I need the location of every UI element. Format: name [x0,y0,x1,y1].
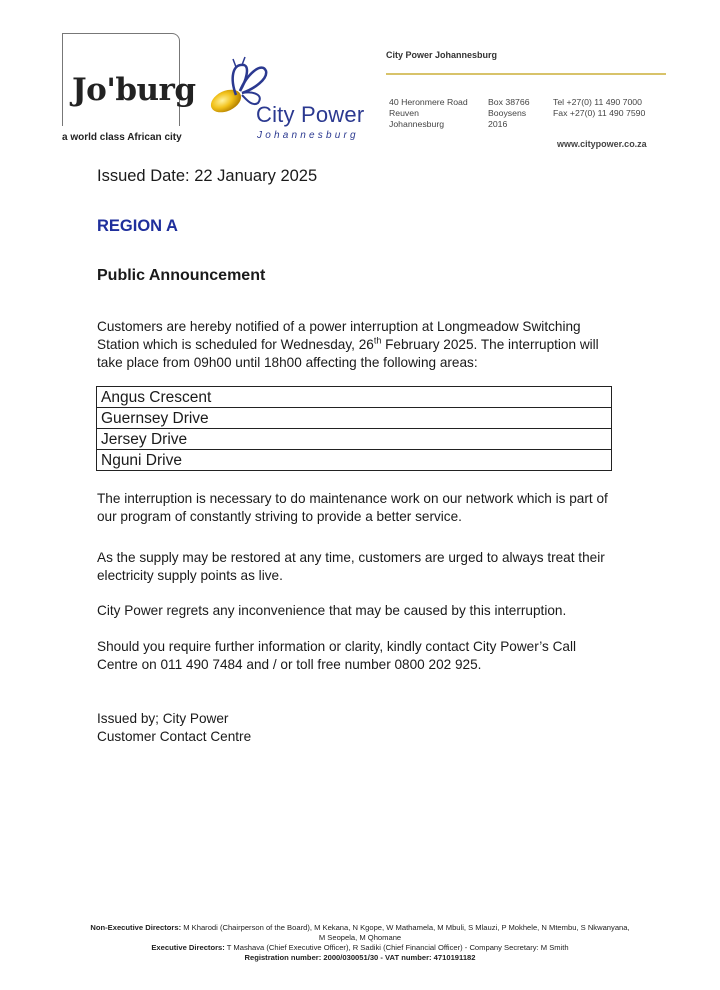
footer-non-exec-directors: Non-Executive Directors: M Kharodi (Chairperson of the Board), M Kekana, N Kgope, W Mathamela, M Mbuli, S Mlauzi, P Mokhele, N Mtembu, S Nkwanyana, [90,923,630,932]
company-name: City Power Johannesburg [386,50,498,60]
contact-paragraph: Should you require further information or clarity, kindly contact City Power’s Call Centre on 011 490 7484 and / or toll free number 0800 202 925. [97,639,577,672]
footer-exec-directors: Executive Directors: T Mashava (Chief Executive Officer), R Sadiki (Chief Financial Officer) - Company Secretary: M Smith [151,943,569,952]
joburg-logo: Jo'burg [72,72,196,108]
announcement-heading: Public Announcement [97,267,266,284]
city-power-logo-subtitle: Johannesburg [257,130,359,141]
area-cell: Nguni Drive [97,450,612,471]
apology-paragraph: City Power regrets any inconvenience that may be caused by this interruption. [97,603,567,618]
area-cell: Jersey Drive [97,429,612,450]
footer-non-exec-directors-cont: M Seopela, M Qhomane [318,933,402,942]
street-address: 40 Heronmere Road Reuven Johannesburg [389,97,468,129]
table-row [97,429,612,450]
table-row [97,408,612,429]
issued-by: Issued by; City Power Customer Contact Centre [97,711,252,744]
intro-paragraph: Customers are hereby notified of a power interruption at Longmeadow Switching Station which is scheduled for Wednesday, 26th February 2025. The interruption will take place from 09h00 until 18h00 affecting the following areas: [97,319,599,370]
website-link[interactable]: www.citypower.co.za [557,139,647,149]
joburg-tagline: a world class African city [62,132,182,143]
postal-address: Box 38766 Booysens 2016 [488,97,530,129]
region-heading: REGION A [97,217,178,235]
reason-paragraph: The interruption is necessary to do maintenance work on our network which is part of our program of constantly striving to provide a better service. [97,491,608,524]
header-divider [386,73,666,75]
phone-fax: Tel +27(0) 11 490 7000 Fax +27(0) 11 490 7590 [553,97,646,118]
table-row [97,387,612,408]
city-power-logo-text: City Power [256,102,365,127]
footer-registration: Registration number: 2000/030051/30 - VAT number: 4710191182 [244,953,476,962]
area-cell: Angus Crescent [97,387,612,408]
table-row [97,450,612,471]
affected-areas-table [96,386,612,471]
issued-date: Issued Date: 22 January 2025 [97,167,318,185]
area-cell: Guernsey Drive [97,408,612,429]
safety-paragraph: As the supply may be restored at any time, customers are urged to always treat their electricity supply points as live. [97,550,605,583]
